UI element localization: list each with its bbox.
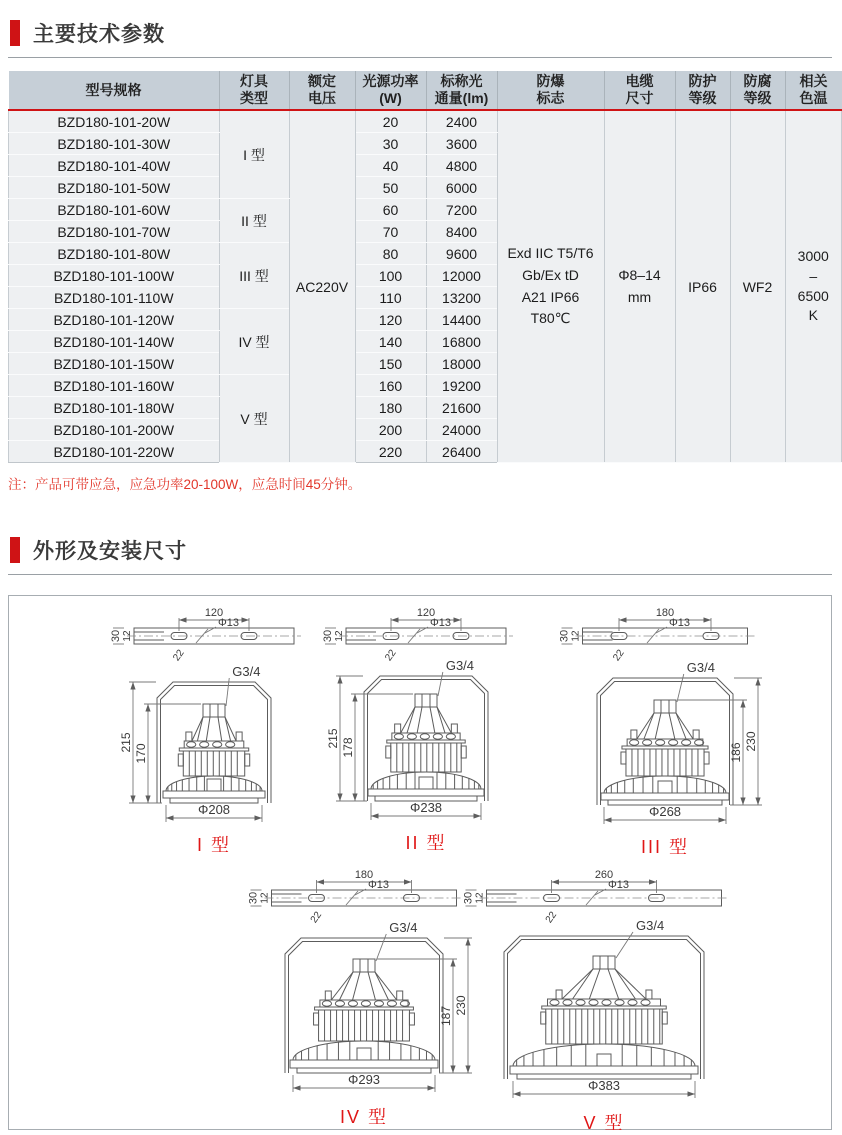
cell-power: 220 (355, 441, 426, 463)
cell-lumens: 14400 (426, 309, 497, 331)
svg-text:Φ13: Φ13 (218, 617, 240, 629)
column-header: 防腐 等级 (730, 71, 785, 110)
svg-text:22: 22 (171, 647, 187, 664)
svg-text:180: 180 (354, 869, 374, 881)
cell-model: BZD180-101-60W (9, 199, 220, 221)
page-title: 主要技术参数 (33, 23, 165, 46)
cell-lumens: 21600 (426, 397, 497, 419)
cell-lumens: 26400 (426, 441, 497, 463)
diagram-type-label: V 型 (583, 1113, 625, 1133)
svg-text:230: 230 (744, 731, 758, 752)
column-header: 标称光 通量(lm) (426, 71, 497, 110)
cell-power: 200 (355, 419, 426, 441)
cell-ex-mark: Exd IIC T5/T6 Gb/Ex tD A21 IP66 T80℃ (497, 110, 604, 463)
cell-model: BZD180-101-150W (9, 353, 220, 375)
cell-lumens: 16800 (426, 331, 497, 353)
cell-model: BZD180-101-40W (9, 155, 220, 177)
cell-power: 100 (355, 265, 426, 287)
cell-power: 30 (355, 133, 426, 155)
cell-model: BZD180-101-140W (9, 331, 220, 353)
cell-power: 150 (355, 353, 426, 375)
svg-text:Φ13: Φ13 (430, 617, 452, 629)
svg-text:G3/4: G3/4 (389, 920, 418, 935)
svg-text:Φ383: Φ383 (587, 1078, 621, 1093)
svg-text:Φ293: Φ293 (347, 1072, 381, 1087)
column-header: 光源功率 (W) (355, 71, 426, 110)
svg-text:30: 30 (462, 891, 475, 905)
svg-text:230: 230 (454, 995, 468, 1016)
column-header: 灯具 类型 (219, 71, 289, 110)
column-header: 型号规格 (9, 71, 220, 110)
cell-model: BZD180-101-70W (9, 221, 220, 243)
diagram-type-label: IV 型 (339, 1107, 388, 1127)
cell-lumens: 18000 (426, 353, 497, 375)
svg-text:G3/4: G3/4 (232, 664, 261, 679)
cell-power: 60 (355, 199, 426, 221)
svg-text:G3/4: G3/4 (686, 660, 715, 675)
cell-power: 120 (355, 309, 426, 331)
cell-model: BZD180-101-120W (9, 309, 220, 331)
cell-lumens: 13200 (426, 287, 497, 309)
section-title-tech-params (8, 12, 832, 58)
svg-text:186: 186 (729, 742, 743, 763)
cell-power: 180 (355, 397, 426, 419)
section-title-text: 外形及安装尺寸 (33, 540, 187, 563)
cell-model: BZD180-101-30W (9, 133, 220, 155)
svg-text:187: 187 (439, 1005, 453, 1027)
svg-text:120: 120 (416, 607, 436, 619)
cell-lumens: 4800 (426, 155, 497, 177)
cell-lumens: 24000 (426, 419, 497, 441)
cell-model: BZD180-101-220W (9, 441, 220, 463)
svg-text:Φ13: Φ13 (608, 879, 630, 891)
column-header: 防护 等级 (675, 71, 730, 110)
diagram-type-3 (529, 606, 801, 859)
cell-model: BZD180-101-180W (9, 397, 220, 419)
cell-model: BZD180-101-80W (9, 243, 220, 265)
cell-cable-size: Φ8–14 mm (604, 110, 675, 463)
title-accent-bar (10, 20, 20, 46)
cell-power: 80 (355, 243, 426, 265)
cell-lumens: 6000 (426, 177, 497, 199)
svg-text:260: 260 (594, 869, 614, 881)
svg-text:170: 170 (134, 743, 148, 764)
cell-lumens: 7200 (426, 199, 497, 221)
lamp-drawing (529, 606, 801, 824)
svg-text:215: 215 (326, 728, 340, 749)
section-title-dimensions (8, 529, 832, 575)
svg-text:Φ13: Φ13 (669, 617, 691, 629)
cell-model: BZD180-101-200W (9, 419, 220, 441)
diagram-type-5 (439, 868, 769, 1135)
cell-model: BZD180-101-50W (9, 177, 220, 199)
emergency-note: 注：产品可带应急，应急功率20-100W，应急时间45分钟。 (8, 477, 362, 492)
svg-text:Φ13: Φ13 (368, 879, 390, 891)
spec-table (8, 71, 842, 463)
diagram-type-label: III 型 (640, 837, 689, 857)
svg-text:G3/4: G3/4 (636, 918, 665, 933)
column-header: 额定 电压 (289, 71, 355, 110)
cell-lamp-type: IV 型 (219, 309, 289, 375)
cell-lumens: 3600 (426, 133, 497, 155)
svg-text:30: 30 (558, 629, 571, 643)
title-accent-bar (10, 537, 20, 563)
svg-text:12: 12 (570, 630, 582, 642)
tech-params-section (0, 12, 840, 493)
svg-text:22: 22 (611, 647, 627, 664)
svg-text:12: 12 (122, 630, 133, 642)
svg-text:180: 180 (655, 607, 675, 619)
lamp-drawing (439, 868, 769, 1100)
svg-text:Φ238: Φ238 (409, 800, 443, 815)
datasheet-page (0, 12, 840, 1133)
cell-lumens: 2400 (426, 110, 497, 133)
svg-text:178: 178 (341, 737, 355, 758)
cell-lumens: 8400 (426, 221, 497, 243)
svg-text:G3/4: G3/4 (445, 658, 475, 673)
svg-text:22: 22 (308, 909, 325, 926)
cell-model: BZD180-101-160W (9, 375, 220, 397)
cell-model: BZD180-101-20W (9, 110, 220, 133)
table-row (9, 110, 842, 133)
svg-text:Φ208: Φ208 (197, 802, 231, 817)
cell-power: 20 (355, 110, 426, 133)
cell-power: 40 (355, 155, 426, 177)
svg-text:30: 30 (322, 629, 334, 643)
dimensions-section (0, 529, 840, 1133)
svg-text:120: 120 (204, 607, 224, 619)
lamp-drawing (301, 606, 551, 820)
svg-text:Φ268: Φ268 (648, 804, 682, 819)
dimension-diagrams (8, 595, 832, 1133)
cell-power: 110 (355, 287, 426, 309)
cell-power: 50 (355, 177, 426, 199)
svg-text:12: 12 (259, 892, 271, 904)
cell-anticorrosion: WF2 (730, 110, 785, 463)
cell-lumens: 19200 (426, 375, 497, 397)
diagram-type-label: I 型 (196, 835, 231, 855)
cell-power: 140 (355, 331, 426, 353)
cell-lamp-type: V 型 (219, 375, 289, 463)
diagram-type-2 (301, 606, 551, 855)
cell-power: 160 (355, 375, 426, 397)
cell-voltage: AC220V (289, 110, 355, 463)
cell-model: BZD180-101-100W (9, 265, 220, 287)
cell-lamp-type: III 型 (219, 243, 289, 309)
cell-lumens: 12000 (426, 265, 497, 287)
column-header: 防爆 标志 (497, 71, 604, 110)
svg-text:12: 12 (334, 630, 345, 642)
column-header: 相关 色温 (785, 71, 842, 110)
cell-lamp-type: II 型 (219, 199, 289, 243)
svg-text:30: 30 (110, 629, 122, 643)
svg-text:22: 22 (383, 647, 399, 664)
svg-text:215: 215 (119, 732, 133, 753)
svg-text:22: 22 (543, 909, 560, 926)
column-header: 电缆 尺寸 (604, 71, 675, 110)
cell-lumens: 9600 (426, 243, 497, 265)
svg-text:12: 12 (474, 892, 486, 904)
cell-power: 70 (355, 221, 426, 243)
cell-protection: IP66 (675, 110, 730, 463)
diagram-type-label: II 型 (405, 833, 447, 853)
svg-text:30: 30 (247, 891, 260, 905)
cell-cct: 3000 – 6500 K (785, 110, 842, 463)
cell-model: BZD180-101-110W (9, 287, 220, 309)
cell-lamp-type: I 型 (219, 110, 289, 199)
